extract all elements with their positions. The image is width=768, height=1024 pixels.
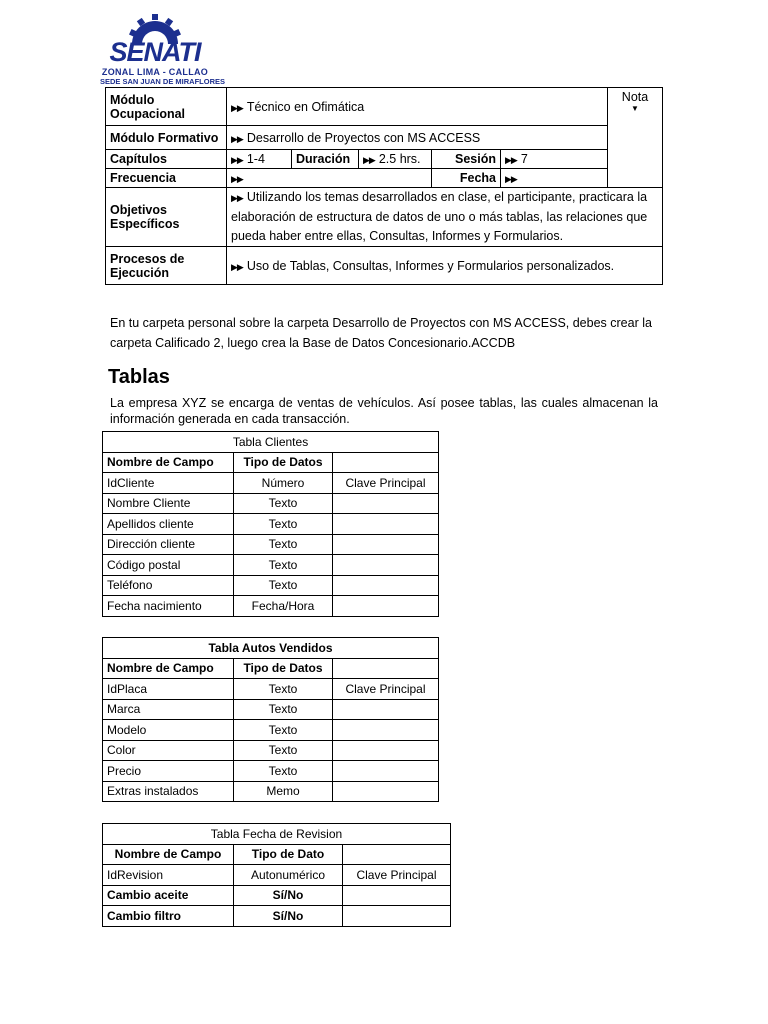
double-arrow-icon: ▶▶: [363, 155, 375, 165]
table-row: Teléfono Texto: [103, 575, 439, 596]
value-procesos: ▶▶ Uso de Tablas, Consultas, Informes y Formularios personalizados.: [227, 247, 663, 285]
value-frecuencia: [227, 169, 432, 188]
column-header: Nombre de Campo: [103, 844, 234, 865]
table-clientes: [102, 431, 439, 617]
label-fecha: Fecha: [432, 169, 501, 188]
label-capitulos: Capítulos: [106, 150, 227, 169]
caret-down-icon: ▼: [631, 104, 639, 113]
value-fecha: [501, 169, 608, 188]
table-row: Modelo Texto: [103, 720, 439, 741]
table-fecha-revision: [102, 823, 451, 927]
value-duracion: ▶▶ 2.5 hrs.: [359, 150, 432, 169]
value-modulo-ocupacional: ▶▶ Técnico en Ofimática: [227, 88, 608, 126]
table-row: Color Texto: [103, 740, 439, 761]
logo-brand: SENATI: [109, 37, 201, 67]
course-info-table: [105, 87, 663, 285]
table-title: Tabla Autos Vendidos: [103, 638, 439, 659]
double-arrow-icon: ▶▶: [505, 174, 517, 184]
label-sesion: Sesión: [432, 150, 501, 169]
value-sesion: ▶▶ 7: [501, 150, 608, 169]
value-modulo-formativo: ▶▶ Desarrollo de Proyectos con MS ACCESS: [227, 126, 608, 150]
double-arrow-icon: ▶▶: [231, 102, 243, 113]
intro-paragraph: La empresa XYZ se encarga de ventas de vehículos. Así posee tablas, las cuales almacenan la información generada en cada transacción.: [110, 396, 658, 426]
column-header: Nombre de Campo: [103, 658, 234, 679]
senati-logo: [100, 14, 226, 86]
table-row: Nombre Cliente Texto: [103, 493, 439, 514]
double-arrow-icon: ▶▶: [231, 261, 243, 272]
value-capitulos: ▶▶ 1-4: [227, 150, 292, 169]
label-frecuencia: Frecuencia: [106, 169, 227, 188]
column-header: Tipo de Dato: [234, 844, 343, 865]
double-arrow-icon: ▶▶: [231, 155, 243, 165]
instructions-paragraph: En tu carpeta personal sobre la carpeta Desarrollo de Proyectos con MS ACCESS, debes crear la carpeta Calificado 2, luego crea la Base de Datos Concesionario.ACCDB: [110, 316, 652, 350]
table-row: Precio Texto: [103, 761, 439, 782]
table-title: Tabla Fecha de Revision: [103, 824, 451, 845]
column-header: [333, 452, 439, 473]
label-objetivos: Objetivos Específicos: [106, 188, 227, 247]
column-header: Tipo de Datos: [234, 658, 333, 679]
table-row: Extras instalados Memo: [103, 781, 439, 802]
table-title: Tabla Clientes: [103, 432, 439, 453]
table-row: Cambio filtro Sí/No: [103, 906, 451, 927]
table-row: IdCliente Número Clave Principal: [103, 473, 439, 494]
table-row: Dirección cliente Texto: [103, 534, 439, 555]
table-row: Cambio aceite Sí/No: [103, 885, 451, 906]
column-header: [343, 844, 451, 865]
logo-line2: SEDE SAN JUAN DE MIRAFLORES: [100, 77, 226, 86]
table-autos-vendidos: [102, 637, 439, 802]
label-duracion: Duración: [292, 150, 359, 169]
section-title: Tablas: [108, 366, 170, 388]
double-arrow-icon: ▶▶: [231, 193, 243, 203]
label-modulo-ocupacional: Módulo Ocupacional: [106, 88, 227, 126]
double-arrow-icon: ▶▶: [231, 133, 243, 144]
double-arrow-icon: ▶▶: [505, 155, 517, 165]
table-row: Código postal Texto: [103, 555, 439, 576]
table-row: IdRevision Autonumérico Clave Principal: [103, 865, 451, 886]
table-row: Fecha nacimiento Fecha/Hora: [103, 596, 439, 617]
label-modulo-formativo: Módulo Formativo: [106, 126, 227, 150]
label-procesos: Procesos de Ejecución: [106, 247, 227, 285]
double-arrow-icon: ▶▶: [231, 174, 243, 184]
column-header: Nombre de Campo: [103, 452, 234, 473]
value-objetivos: ▶▶ Utilizando los temas desarrollados en clase, el participante, practicara la elaboración de estructura de datos de uno o más tablas, las relaciones que pueda haber entre ellas, Consultas, Informes y Formularios.: [227, 188, 663, 247]
table-row: Marca Texto: [103, 699, 439, 720]
table-row: IdPlaca Texto Clave Principal: [103, 679, 439, 700]
nota-cell: Nota ▼: [608, 88, 663, 188]
table-row: Apellidos cliente Texto: [103, 514, 439, 535]
column-header: [333, 658, 439, 679]
column-header: Tipo de Datos: [234, 452, 333, 473]
logo-line1: ZONAL LIMA - CALLAO: [101, 67, 209, 77]
